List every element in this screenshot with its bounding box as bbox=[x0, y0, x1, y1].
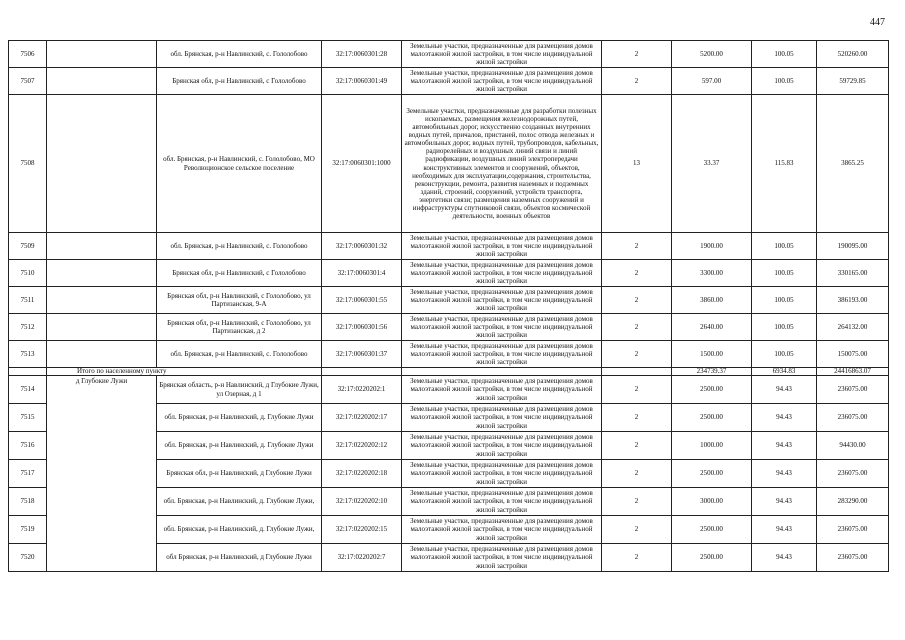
specific-value: 100.05 bbox=[752, 341, 817, 368]
specific-value: 94.43 bbox=[752, 460, 817, 488]
total-label: Итого по населенному пункту bbox=[47, 368, 322, 376]
address: Брянская обл, р-н Навлинский, с Гололобово bbox=[157, 260, 322, 287]
cadastral-number: 32:17:0060301:1000 bbox=[322, 95, 402, 233]
address: обл. Брянская, р-н Навлинский, с. Гололобово, МО Революционское сельское поселение bbox=[157, 95, 322, 233]
land-use-description: Земельные участки, предназначенные для размещения домов малоэтажной жилой застройки, в том числе индивидуальной жилой застройки bbox=[402, 516, 602, 544]
land-use-description: Земельные участки, предназначенные для размещения домов малоэтажной жилой застройки, в том числе индивидуальной жилой застройки bbox=[402, 314, 602, 341]
area: 597.00 bbox=[672, 68, 752, 95]
area: 3860.00 bbox=[672, 287, 752, 314]
address: обл. Брянская, р-н Навлинский, с. Гололобово bbox=[157, 233, 322, 260]
land-use-description: Земельные участки, предназначенные для размещения домов малоэтажной жилой застройки, в том числе индивидуальной жилой застройки bbox=[402, 544, 602, 572]
table-row bbox=[9, 95, 889, 233]
settlement-cell bbox=[47, 314, 157, 341]
row-number bbox=[9, 368, 47, 376]
specific-value: 100.05 bbox=[752, 314, 817, 341]
specific-value: 94.43 bbox=[752, 516, 817, 544]
row-number: 7513 bbox=[9, 341, 47, 368]
cadastral-value: 150075.00 bbox=[817, 341, 889, 368]
address: Брянская обл, р-н Навлинский, с Гололобово, ул Партизанская, 9-А bbox=[157, 287, 322, 314]
cadastral-number: 32:17:0220202:12 bbox=[322, 432, 402, 460]
table-row bbox=[9, 68, 889, 95]
row-number: 7520 bbox=[9, 544, 47, 572]
cadastral-value: 264132.00 bbox=[817, 314, 889, 341]
land-use-description: Земельные участки, предназначенные для размещения домов малоэтажной жилой застройки, в том числе индивидуальной жилой застройки bbox=[402, 488, 602, 516]
table-row bbox=[9, 41, 889, 68]
cadastral-value: 330165.00 bbox=[817, 260, 889, 287]
area: 2500.00 bbox=[672, 460, 752, 488]
cadastral-value-table bbox=[8, 40, 889, 572]
table-row bbox=[9, 341, 889, 368]
specific-value: 100.05 bbox=[752, 287, 817, 314]
specific-value: 94.43 bbox=[752, 488, 817, 516]
cadastral-value: 520260.00 bbox=[817, 41, 889, 68]
area: 1500.00 bbox=[672, 341, 752, 368]
land-use-description bbox=[402, 368, 602, 376]
use-group: 2 bbox=[602, 341, 672, 368]
row-number: 7511 bbox=[9, 287, 47, 314]
use-group: 2 bbox=[602, 376, 672, 404]
land-use-description: Земельные участки, предназначенные для размещения домов малоэтажной жилой застройки, в том числе индивидуальной жилой застройки bbox=[402, 287, 602, 314]
specific-value: 94.43 bbox=[752, 376, 817, 404]
cadastral-number: 32:17:0220202:1 bbox=[322, 376, 402, 404]
use-group: 2 bbox=[602, 260, 672, 287]
settlement-cell bbox=[47, 95, 157, 233]
area: 33.37 bbox=[672, 95, 752, 233]
cadastral-value: 236075.00 bbox=[817, 516, 889, 544]
land-use-description: Земельные участки, предназначенные для размещения домов малоэтажной жилой застройки, в том числе индивидуальной жилой застройки bbox=[402, 432, 602, 460]
specific-value: 100.05 bbox=[752, 260, 817, 287]
use-group: 2 bbox=[602, 488, 672, 516]
cadastral-number: 32:17:0060301:4 bbox=[322, 260, 402, 287]
use-group: 2 bbox=[602, 287, 672, 314]
land-use-description: Земельные участки, предназначенные для размещения домов малоэтажной жилой застройки, в том числе индивидуальной жилой застройки bbox=[402, 260, 602, 287]
address: обл. Брянская, р-н Навлинский, д. Глубокие Лужи, bbox=[157, 488, 322, 516]
specific-value: 94.43 bbox=[752, 404, 817, 432]
row-number: 7515 bbox=[9, 404, 47, 432]
row-number: 7516 bbox=[9, 432, 47, 460]
area: 2500.00 bbox=[672, 404, 752, 432]
use-group: 2 bbox=[602, 460, 672, 488]
cadastral-number: 32:17:0220202:15 bbox=[322, 516, 402, 544]
row-number: 7507 bbox=[9, 68, 47, 95]
table-row bbox=[9, 233, 889, 260]
settlement-cell: д Глубокие Лужи bbox=[47, 376, 157, 572]
use-group: 2 bbox=[602, 314, 672, 341]
use-group: 13 bbox=[602, 95, 672, 233]
area: 2500.00 bbox=[672, 544, 752, 572]
land-use-description: Земельные участки, предназначенные для размещения домов малоэтажной жилой застройки, в том числе индивидуальной жилой застройки bbox=[402, 376, 602, 404]
use-group: 2 bbox=[602, 544, 672, 572]
area: 2500.00 bbox=[672, 376, 752, 404]
use-group: 2 bbox=[602, 233, 672, 260]
row-number: 7512 bbox=[9, 314, 47, 341]
area: 3300.00 bbox=[672, 260, 752, 287]
address: обл. Брянская, р-н Навлинский, д. Глубокие Лужи, bbox=[157, 516, 322, 544]
table-row bbox=[9, 260, 889, 287]
row-number: 7509 bbox=[9, 233, 47, 260]
address: обл. Брянская, р-н Навлинский, д. Глубокие Лужи bbox=[157, 432, 322, 460]
address: обл. Брянская, р-н Навлинский, с. Гололобово bbox=[157, 41, 322, 68]
specific-value: 100.05 bbox=[752, 233, 817, 260]
land-use-description: Земельные участки, предназначенные для разработки полезных ископаемых, размещения железнодорожных путей, автомобильных дорог, искусственно созданных внутренних водных путей, причалов, пристаней, полос отвода железных и автомобильных дорог, водных путей, трубопроводов, кабельных, радиорелейных и воздушных линий связи и линий радиофикации, воздушных линий электропередачи конструктивных элементов и сооружений, объектов, необходимых для эксплуатации,содержания, строительства, реконструкции, ремонта, развития наземных и подземных зданий, строений, сооружений, устройств транспорта, энергетики связи; размещения наземных сооружений и инфраструктуры спутниковой связи, объектов космической деятельности, военных объектов bbox=[402, 95, 602, 233]
use-group: 2 bbox=[602, 68, 672, 95]
cadastral-value: 236075.00 bbox=[817, 460, 889, 488]
cadastral-value: 236075.00 bbox=[817, 544, 889, 572]
settlement-total-row bbox=[9, 368, 889, 376]
use-group: 2 bbox=[602, 41, 672, 68]
land-use-description: Земельные участки, предназначенные для размещения домов малоэтажной жилой застройки, в том числе индивидуальной жилой застройки bbox=[402, 233, 602, 260]
total-area: 234739.37 bbox=[672, 368, 752, 376]
cadastral-number: 32:17:0220202:7 bbox=[322, 544, 402, 572]
area: 3000.00 bbox=[672, 488, 752, 516]
cadastral-number: 32:17:0220202:17 bbox=[322, 404, 402, 432]
settlement-cell bbox=[47, 341, 157, 368]
cadastral-number: 32:17:0060301:49 bbox=[322, 68, 402, 95]
land-use-description: Земельные участки, предназначенные для размещения домов малоэтажной жилой застройки, в том числе индивидуальной жилой застройки bbox=[402, 341, 602, 368]
address: Брянская область, р-н Навлинский, д Глубокие Лужи, ул Озерная, д 1 bbox=[157, 376, 322, 404]
area: 2640.00 bbox=[672, 314, 752, 341]
specific-value: 94.43 bbox=[752, 544, 817, 572]
cadastral-value: 94430.00 bbox=[817, 432, 889, 460]
use-group bbox=[602, 368, 672, 376]
settlement-cell bbox=[47, 68, 157, 95]
row-number: 7514 bbox=[9, 376, 47, 404]
settlement-cell bbox=[47, 260, 157, 287]
address: Брянская обл, р-н Навлинский, с Гололобово bbox=[157, 68, 322, 95]
use-group: 2 bbox=[602, 516, 672, 544]
cadastral-value: 236075.00 bbox=[817, 404, 889, 432]
cadastral-number: 32:17:0060301:37 bbox=[322, 341, 402, 368]
address: обл. Брянская, р-н Навлинский, с. Гололобово bbox=[157, 341, 322, 368]
row-number: 7518 bbox=[9, 488, 47, 516]
address: Брянская обл, р-н Навлинский, с Гололобово, ул Партизанская, д 2 bbox=[157, 314, 322, 341]
area: 1000.00 bbox=[672, 432, 752, 460]
cadastral-value: 236075.00 bbox=[817, 376, 889, 404]
address: обл Брянская, р-н Навлинский, д Глубокие Лужи bbox=[157, 544, 322, 572]
address: обл. Брянская, р-н Навлинский, д. Глубокие Лужи bbox=[157, 404, 322, 432]
land-use-description: Земельные участки, предназначенные для размещения домов малоэтажной жилой застройки, в том числе индивидуальной жилой застройки bbox=[402, 460, 602, 488]
specific-value: 100.05 bbox=[752, 68, 817, 95]
land-use-description: Земельные участки, предназначенные для размещения домов малоэтажной жилой застройки, в том числе индивидуальной жилой застройки bbox=[402, 41, 602, 68]
area: 2500.00 bbox=[672, 516, 752, 544]
cadastral-number: 32:17:0220202:18 bbox=[322, 460, 402, 488]
row-number: 7508 bbox=[9, 95, 47, 233]
cadastral-value: 190095.00 bbox=[817, 233, 889, 260]
use-group: 2 bbox=[602, 404, 672, 432]
area: 1900.00 bbox=[672, 233, 752, 260]
total-cadastral-value: 24416863.07 bbox=[817, 368, 889, 376]
settlement-cell bbox=[47, 287, 157, 314]
land-use-description: Земельные участки, предназначенные для размещения домов малоэтажной жилой застройки, в том числе индивидуальной жилой застройки bbox=[402, 404, 602, 432]
settlement-cell bbox=[47, 233, 157, 260]
row-number: 7519 bbox=[9, 516, 47, 544]
cadastral-value: 283290.00 bbox=[817, 488, 889, 516]
specific-value: 115.83 bbox=[752, 95, 817, 233]
cadastral-number: 32:17:0060301:55 bbox=[322, 287, 402, 314]
specific-value: 94.43 bbox=[752, 432, 817, 460]
table-row bbox=[9, 287, 889, 314]
cadastral-value: 386193.00 bbox=[817, 287, 889, 314]
cadastral-number: 32:17:0060301:56 bbox=[322, 314, 402, 341]
cadastral-number: 32:17:0060301:28 bbox=[322, 41, 402, 68]
specific-value: 100.05 bbox=[752, 41, 817, 68]
cadastral-number bbox=[322, 368, 402, 376]
table-row bbox=[9, 376, 889, 404]
area: 5200.00 bbox=[672, 41, 752, 68]
row-number: 7506 bbox=[9, 41, 47, 68]
cadastral-number: 32:17:0220202:10 bbox=[322, 488, 402, 516]
settlement-cell bbox=[47, 41, 157, 68]
total-specific-value: 6934.83 bbox=[752, 368, 817, 376]
cadastral-value: 59729.85 bbox=[817, 68, 889, 95]
cadastral-value: 3865.25 bbox=[817, 95, 889, 233]
land-use-description: Земельные участки, предназначенные для размещения домов малоэтажной жилой застройки, в том числе индивидуальной жилой застройки bbox=[402, 68, 602, 95]
address: Брянская обл, р-н Навлинский, д Глубокие Лужи bbox=[157, 460, 322, 488]
cadastral-number: 32:17:0060301:32 bbox=[322, 233, 402, 260]
page-number: 447 bbox=[870, 17, 885, 28]
row-number: 7510 bbox=[9, 260, 47, 287]
row-number: 7517 bbox=[9, 460, 47, 488]
use-group: 2 bbox=[602, 432, 672, 460]
table-row bbox=[9, 314, 889, 341]
